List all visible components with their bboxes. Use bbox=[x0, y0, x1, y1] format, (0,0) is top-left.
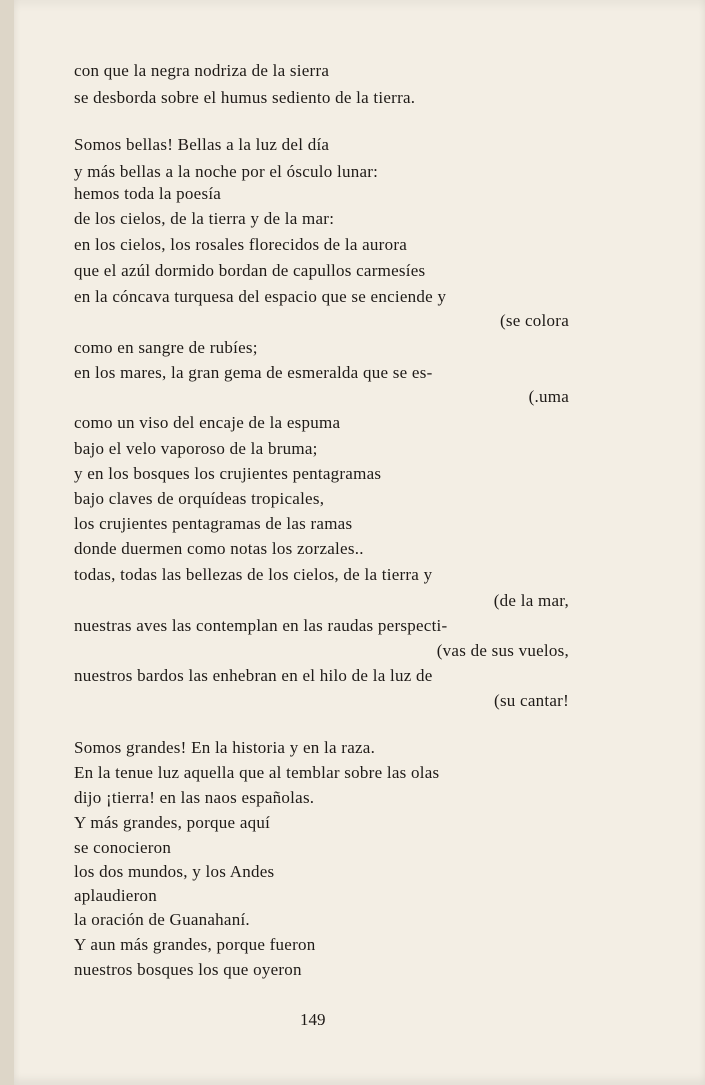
poem-line: Y aun más grandes, porque fueron bbox=[74, 935, 316, 954]
poem-line-continuation: (su cantar! bbox=[494, 691, 569, 710]
poem-line: hemos toda la poesía bbox=[74, 184, 222, 203]
poem-line-continuation: (vas de sus vuelos, bbox=[436, 641, 569, 660]
poem-line: los crujientes pentagramas de las ramas bbox=[74, 514, 353, 533]
poem-line: que el azúl dormido bordan de capullos carmesíes bbox=[74, 261, 426, 280]
poem-line: se conocieron bbox=[74, 838, 172, 857]
poem-line: bajo claves de orquídeas tropicales, bbox=[74, 489, 325, 508]
poem-line: y en los bosques los crujientes pentagramas bbox=[74, 464, 382, 483]
poem-line: nuestros bardos las enhebran en el hilo de la luz de bbox=[74, 666, 433, 685]
poem-line: en los mares, la gran gema de esmeralda que se es- bbox=[74, 363, 433, 382]
poem-line: En la tenue luz aquella que al temblar sobre las olas bbox=[74, 763, 440, 782]
poem-line: en los cielos, los rosales florecidos de la aurora bbox=[74, 235, 408, 254]
poem-line: bajo el velo vaporoso de la bruma; bbox=[74, 439, 318, 458]
poem-line: y más bellas a la noche por el ósculo lunar: bbox=[74, 162, 379, 181]
poem-line: en la cóncava turquesa del espacio que se enciende y bbox=[74, 287, 447, 306]
poem-line: la oración de Guanahaní. bbox=[74, 910, 250, 929]
poem-line: como un viso del encaje de la espuma bbox=[74, 413, 341, 432]
poem-line-continuation: (.uma bbox=[528, 387, 569, 406]
poem-line: Somos bellas! Bellas a la luz del día bbox=[74, 135, 330, 154]
poem-line: nuestras aves las contemplan en las raudas perspecti- bbox=[74, 616, 448, 635]
poem-line-continuation: (se colora bbox=[499, 311, 569, 330]
poem-line: Somos grandes! En la historia y en la raza. bbox=[74, 738, 376, 757]
poem-line: con que la negra nodriza de la sierra bbox=[74, 61, 330, 80]
poem-line: dijo ¡tierra! en las naos españolas. bbox=[74, 788, 315, 807]
page-number: 149 bbox=[300, 1010, 326, 1029]
poem-line: todas, todas las bellezas de los cielos, de la tierra y bbox=[74, 565, 433, 584]
poem-line: se desborda sobre el humus sediento de la tierra. bbox=[74, 88, 416, 107]
poem-line: Y más grandes, porque aquí bbox=[74, 813, 271, 832]
poem-line: como en sangre de rubíes; bbox=[74, 338, 258, 357]
poem-line: nuestros bosques los que oyeron bbox=[74, 960, 302, 979]
poem-line: aplaudieron bbox=[74, 886, 157, 905]
poem-line-continuation: (de la mar, bbox=[493, 591, 569, 610]
poem-line: donde duermen como notas los zorzales.. bbox=[74, 539, 364, 558]
poem-line: de los cielos, de la tierra y de la mar: bbox=[74, 209, 335, 228]
poem-line: los dos mundos, y los Andes bbox=[74, 862, 275, 881]
